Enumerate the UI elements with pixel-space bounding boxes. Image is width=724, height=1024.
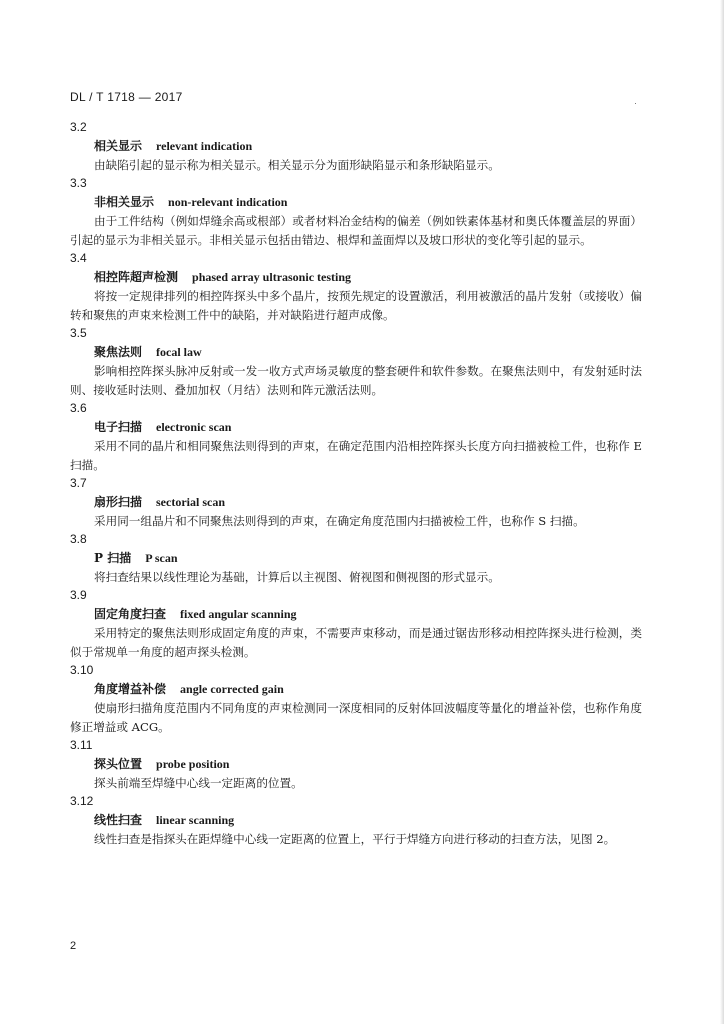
term-entry bbox=[70, 793, 642, 849]
term-entry bbox=[70, 400, 642, 475]
term-entry bbox=[70, 531, 642, 587]
term-entry bbox=[70, 175, 642, 250]
term-english: focal law bbox=[156, 345, 202, 359]
term-definition: 影响相控阵探头脉冲反射或一发一收方式声场灵敏度的整套硬件和软件参数。在聚焦法则中，有发射延时法则、接收延时法则、叠加加权（月结）法则和阵元激活法则。 bbox=[70, 364, 642, 397]
clause-number: 3.7 bbox=[70, 476, 87, 490]
term-heading bbox=[94, 548, 642, 568]
scan-speck bbox=[635, 103, 636, 104]
standard-code-header: DL / T 1718 — 2017 bbox=[70, 90, 183, 104]
term-heading bbox=[94, 604, 642, 624]
term-chinese: 非相关显示 bbox=[94, 195, 155, 209]
term-english: probe position bbox=[156, 757, 230, 771]
term-heading bbox=[94, 267, 642, 287]
term-entry bbox=[70, 662, 642, 737]
term-entry bbox=[70, 325, 642, 400]
term-chinese: P 扫描 bbox=[94, 551, 132, 565]
term-definition: 将按一定规律排列的相控阵探头中多个晶片，按预先规定的设置激活，利用被激活的晶片发射（或接收）偏转和聚焦的声束来检测工件中的缺陷，并对缺陷进行超声成像。 bbox=[70, 289, 642, 322]
term-chinese: 相关显示 bbox=[94, 139, 143, 153]
term-heading bbox=[94, 810, 642, 830]
term-english: electronic scan bbox=[156, 420, 232, 434]
clause-number: 3.10 bbox=[70, 663, 94, 677]
term-definition: 探头前端至焊缝中心线一定距离的位置。 bbox=[94, 776, 303, 790]
scan-edge-shadow bbox=[720, 0, 724, 1024]
term-definition: 使扇形扫描角度范围内不同角度的声束检测同一深度相同的反射体回波幅度等量化的增益补偿，也称作角度修正增益或 ACG。 bbox=[70, 701, 642, 734]
term-chinese: 扇形扫描 bbox=[94, 495, 143, 509]
term-entry bbox=[70, 119, 642, 175]
clause-number: 3.3 bbox=[70, 176, 87, 190]
term-heading bbox=[94, 417, 642, 437]
term-english: non-relevant indication bbox=[168, 195, 288, 209]
page-number: 2 bbox=[70, 940, 77, 952]
term-heading bbox=[94, 679, 642, 699]
term-definition: 采用同一组晶片和不同聚焦法则得到的声束，在确定角度范围内扫描被检工件，也称作 S 扫描。 bbox=[94, 514, 585, 528]
term-chinese: 聚焦法则 bbox=[94, 345, 143, 359]
term-definition: 由于工件结构（例如焊缝余高或根部）或者材料冶金结构的偏差（例如铁素体基材和奥氏体覆盖层的界面）引起的显示为非相关显示。非相关显示包括由错边、根焊和盖面焊以及坡口形状的变化等引起的显示。 bbox=[70, 214, 642, 247]
term-chinese: 固定角度扫查 bbox=[94, 607, 167, 621]
clause-number: 3.9 bbox=[70, 588, 87, 602]
term-english: angle corrected gain bbox=[180, 682, 284, 696]
term-entry bbox=[70, 587, 642, 662]
term-definition: 采用不同的晶片和相同聚焦法则得到的声束，在确定范围内沿相控阵探头长度方向扫描被检工件，也称作 E 扫描。 bbox=[70, 439, 642, 472]
term-entry bbox=[70, 250, 642, 325]
terms-list bbox=[70, 119, 642, 849]
term-chinese: 线性扫查 bbox=[94, 813, 143, 827]
term-chinese: 角度增益补偿 bbox=[94, 682, 167, 696]
term-english: relevant indication bbox=[156, 139, 253, 153]
term-definition: 由缺陷引起的显示称为相关显示。相关显示分为面形缺陷显示和条形缺陷显示。 bbox=[94, 158, 500, 172]
term-chinese: 电子扫描 bbox=[94, 420, 143, 434]
term-english: fixed angular scanning bbox=[180, 607, 297, 621]
clause-number: 3.11 bbox=[70, 738, 93, 752]
clause-number: 3.5 bbox=[70, 326, 87, 340]
term-chinese: 探头位置 bbox=[94, 757, 143, 771]
term-entry bbox=[70, 475, 642, 531]
term-chinese: 相控阵超声检测 bbox=[94, 270, 179, 284]
term-heading bbox=[94, 342, 642, 362]
term-heading bbox=[94, 754, 642, 774]
clause-number: 3.4 bbox=[70, 251, 87, 265]
clause-number: 3.8 bbox=[70, 532, 87, 546]
term-english: sectorial scan bbox=[156, 495, 225, 509]
clause-number: 3.12 bbox=[70, 794, 94, 808]
clause-number: 3.6 bbox=[70, 401, 87, 415]
term-english: P scan bbox=[145, 551, 178, 565]
term-definition: 线性扫查是指探头在距焊缝中心线一定距离的位置上，平行于焊缝方向进行移动的扫查方法，见图 2。 bbox=[94, 832, 616, 846]
term-heading bbox=[94, 136, 642, 156]
clause-number: 3.2 bbox=[70, 120, 87, 134]
term-english: phased array ultrasonic testing bbox=[192, 270, 352, 284]
term-heading bbox=[94, 192, 642, 212]
term-english: linear scanning bbox=[156, 813, 235, 827]
term-definition: 采用特定的聚焦法则形成固定角度的声束，不需要声束移动，而是通过锯齿形移动相控阵探头进行检测，类似于常规单一角度的超声探头检测。 bbox=[70, 626, 642, 659]
term-definition: 将扫查结果以线性理论为基础，计算后以主视图、俯视图和侧视图的形式显示。 bbox=[94, 570, 500, 584]
term-entry bbox=[70, 737, 642, 793]
term-heading bbox=[94, 492, 642, 512]
